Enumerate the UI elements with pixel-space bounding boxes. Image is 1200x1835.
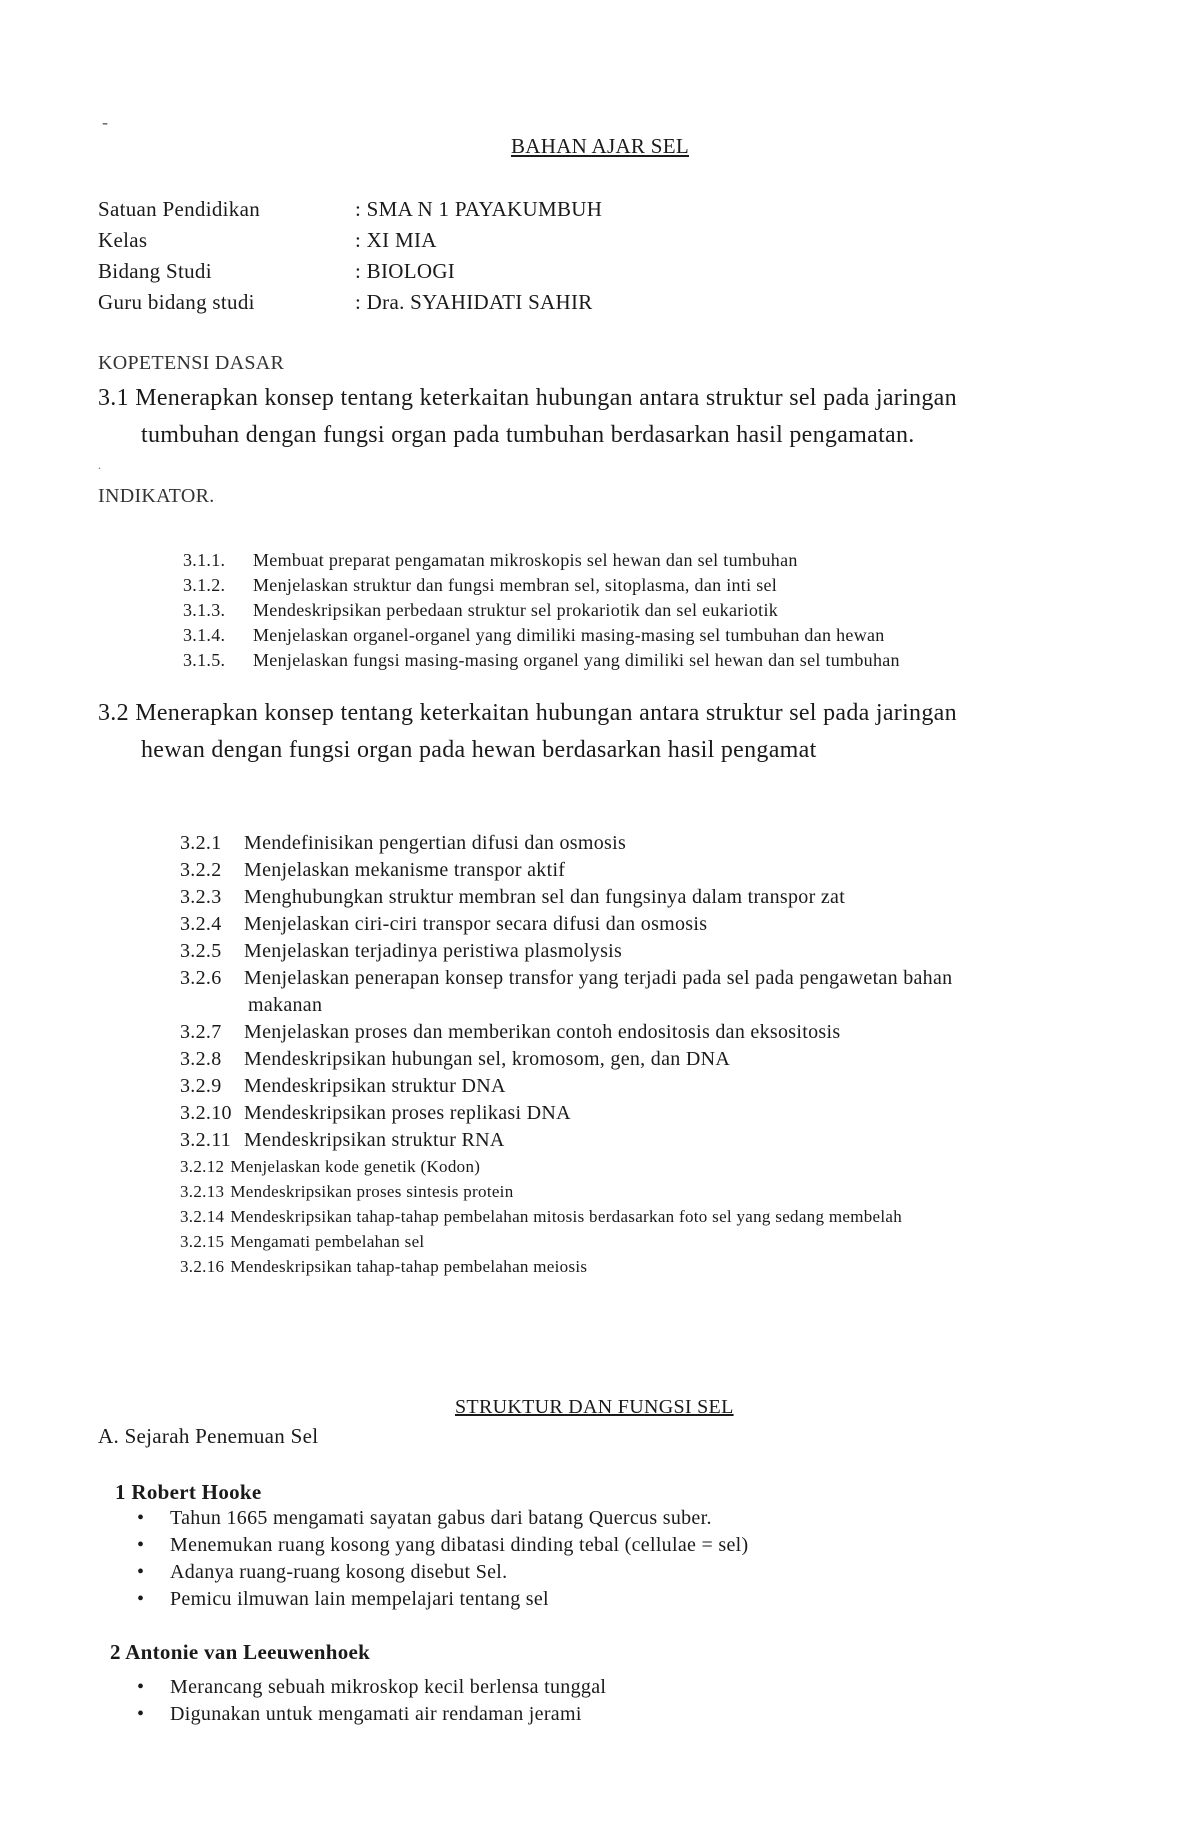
- item-text: Menjelaskan struktur dan fungsi membran sel, sitoplasma, dan inti sel: [253, 575, 778, 595]
- item-text: Menghubungkan struktur membran sel dan fungsinya dalam transpor zat: [244, 886, 846, 908]
- bullet-icon: •: [137, 1588, 145, 1610]
- item-number: 3.2.5: [180, 940, 222, 962]
- item-number: 3.2.6: [180, 967, 222, 989]
- list-item: [180, 1179, 952, 1204]
- item-text: Mengamati pembelahan sel: [230, 1232, 425, 1251]
- bullet-item: [137, 1701, 606, 1728]
- bullet-icon: •: [137, 1534, 145, 1556]
- item-text: Mendeskripsikan struktur DNA: [244, 1075, 506, 1097]
- item-number: 3.2.3: [180, 886, 222, 908]
- list-item: [183, 548, 900, 573]
- bullet-item: [137, 1505, 748, 1532]
- bullet-text: Merancang sebuah mikroskop kecil berlensa tunggal: [170, 1676, 607, 1698]
- item-text: Menjelaskan proses dan memberikan contoh endositosis dan eksositosis: [244, 1021, 841, 1043]
- info-value: : BIOLOGI: [355, 259, 456, 283]
- bullet-text: Pemicu ilmuwan lain mempelajari tentang sel: [170, 1588, 549, 1610]
- info-row: [98, 287, 602, 318]
- kd-heading: KOPETENSI DASAR: [98, 352, 285, 374]
- info-label: Guru bidang studi: [98, 290, 255, 314]
- info-row: [98, 225, 602, 256]
- list-item: [180, 830, 952, 857]
- bullet-icon: •: [137, 1703, 145, 1725]
- bullet-item: [137, 1559, 748, 1586]
- kd-3-1-line1: 3.1 Menerapkan konsep tentang keterkaitan hubungan antara struktur sel pada jaringan: [98, 385, 957, 411]
- item-number: 3.2.9: [180, 1075, 222, 1097]
- list-item: [180, 857, 952, 884]
- bullet-text: Digunakan untuk mengamati air rendaman jerami: [170, 1703, 582, 1725]
- item-text: Mendeskripsikan struktur RNA: [244, 1129, 505, 1151]
- item-number: 3.2.8: [180, 1048, 222, 1070]
- item-text: Mendeskripsikan tahap-tahap pembelahan meiosis: [230, 1257, 588, 1276]
- list-item: [180, 1254, 952, 1279]
- item-number: 3.2.10: [180, 1102, 232, 1124]
- list-item: [180, 1154, 952, 1179]
- item-number: 3.2.2: [180, 859, 222, 881]
- item-number: 3.2.16: [180, 1257, 225, 1276]
- kd-3-1: [98, 380, 957, 454]
- item-text: Menjelaskan mekanisme transpor aktif: [244, 859, 566, 881]
- structure-title: STRUKTUR DAN FUNGSI SEL: [455, 1396, 734, 1418]
- item-text: Membuat preparat pengamatan mikroskopis sel hewan dan sel tumbuhan: [253, 550, 798, 570]
- item-text: Menjelaskan kode genetik (Kodon): [230, 1157, 481, 1176]
- hooke-bullet-list: [137, 1505, 748, 1613]
- list-item: [180, 884, 952, 911]
- info-value: : Dra. SYAHIDATI SAHIR: [355, 290, 593, 314]
- bullet-icon: •: [137, 1507, 145, 1529]
- bullet-item: [137, 1674, 606, 1701]
- item-text: Mendeskripsikan tahap-tahap pembelahan mitosis berdasarkan foto sel yang sedang membelah: [230, 1207, 903, 1226]
- list-item: [180, 1100, 952, 1127]
- info-value: : XI MIA: [355, 228, 437, 252]
- header-mark: -: [102, 112, 109, 132]
- item-number: 3.2.13: [180, 1182, 225, 1201]
- item-text: makanan: [248, 994, 323, 1016]
- bullet-text: Menemukan ruang kosong yang dibatasi dinding tebal (cellulae = sel): [170, 1534, 749, 1556]
- document-title: BAHAN AJAR SEL: [510, 134, 690, 158]
- bullet-item: [137, 1586, 748, 1613]
- list-item: [180, 965, 952, 992]
- list-item: [180, 1229, 952, 1254]
- item-text: Mendeskripsikan proses replikasi DNA: [244, 1102, 571, 1124]
- item-number: 3.2.4: [180, 913, 222, 935]
- list-item: [183, 623, 900, 648]
- info-row: [98, 256, 602, 287]
- bullet-text: Tahun 1665 mengamati sayatan gabus dari batang Quercus suber.: [170, 1507, 712, 1529]
- list-item: [180, 1046, 952, 1073]
- dot-mark: .: [98, 458, 102, 472]
- person-heading-leeuwenhoek: 2 Antonie van Leeuwenhoek: [110, 1640, 371, 1664]
- list-item: [183, 648, 900, 673]
- identity-table: [98, 194, 602, 318]
- item-number: 3.1.2.: [183, 575, 226, 595]
- item-number: 3.2.11: [180, 1129, 232, 1151]
- list-item: [183, 573, 900, 598]
- item-text: Menjelaskan organel-organel yang dimiliki masing-masing sel tumbuhan dan hewan: [253, 625, 885, 645]
- list-item: [180, 1073, 952, 1100]
- item-text: Mendeskripsikan hubungan sel, kromosom, gen, dan DNA: [244, 1048, 731, 1070]
- list-item: [180, 911, 952, 938]
- item-number: 3.2.14: [180, 1207, 225, 1226]
- info-value: : SMA N 1 PAYAKUMBUH: [355, 197, 603, 221]
- kd-3-2: [98, 695, 957, 769]
- item-text: Menjelaskan penerapan konsep transfor yang terjadi pada sel pada pengawetan bahan: [244, 967, 953, 989]
- indikator-heading: INDIKATOR.: [98, 485, 215, 507]
- leeuwenhoek-bullet-list: [137, 1674, 606, 1728]
- item-number: 3.2.15: [180, 1232, 225, 1251]
- indikator-list: [183, 548, 900, 673]
- sub-indikator-list: [180, 830, 952, 1279]
- item-number: 3.1.4.: [183, 625, 226, 645]
- item-text: Menjelaskan ciri-ciri transpor secara difusi dan osmosis: [244, 913, 708, 935]
- item-number: 3.2.12: [180, 1157, 225, 1176]
- list-item: [180, 1019, 952, 1046]
- bullet-text: Adanya ruang-ruang kosong disebut Sel.: [170, 1561, 508, 1583]
- item-text: Mendeskripsikan perbedaan struktur sel prokariotik dan sel eukariotik: [253, 600, 779, 620]
- list-item-continuation: [180, 992, 952, 1019]
- list-item: [183, 598, 900, 623]
- section-a-heading: A. Sejarah Penemuan Sel: [98, 1424, 319, 1448]
- item-number: 3.2.7: [180, 1021, 222, 1043]
- item-text: Menjelaskan fungsi masing-masing organel yang dimiliki sel hewan dan sel tumbuhan: [253, 650, 900, 670]
- kd-3-1-line2: tumbuhan dengan fungsi organ pada tumbuhan berdasarkan hasil pengamatan.: [141, 422, 915, 448]
- list-item: [180, 938, 952, 965]
- person-heading-hooke: 1 Robert Hooke: [115, 1480, 262, 1504]
- list-item: [180, 1127, 952, 1154]
- bullet-item: [137, 1532, 748, 1559]
- item-text: Menjelaskan terjadinya peristiwa plasmolysis: [244, 940, 623, 962]
- bullet-icon: •: [137, 1676, 145, 1698]
- item-text: Mendeskripsikan proses sintesis protein: [230, 1182, 514, 1201]
- info-row: [98, 194, 602, 225]
- item-number: 3.1.3.: [183, 600, 226, 620]
- bullet-icon: •: [137, 1561, 145, 1583]
- kd-3-2-line1: 3.2 Menerapkan konsep tentang keterkaitan hubungan antara struktur sel pada jaringan: [98, 700, 957, 726]
- kd-3-2-line2: hewan dengan fungsi organ pada hewan berdasarkan hasil pengamat: [141, 737, 817, 763]
- info-label: Satuan Pendidikan: [98, 197, 260, 221]
- item-number: 3.1.5.: [183, 650, 226, 670]
- item-number: 3.2.1: [180, 832, 222, 854]
- item-text: Mendefinisikan pengertian difusi dan osmosis: [244, 832, 627, 854]
- info-label: Kelas: [98, 228, 148, 252]
- list-item: [180, 1204, 952, 1229]
- item-number: 3.1.1.: [183, 550, 226, 570]
- info-label: Bidang Studi: [98, 259, 212, 283]
